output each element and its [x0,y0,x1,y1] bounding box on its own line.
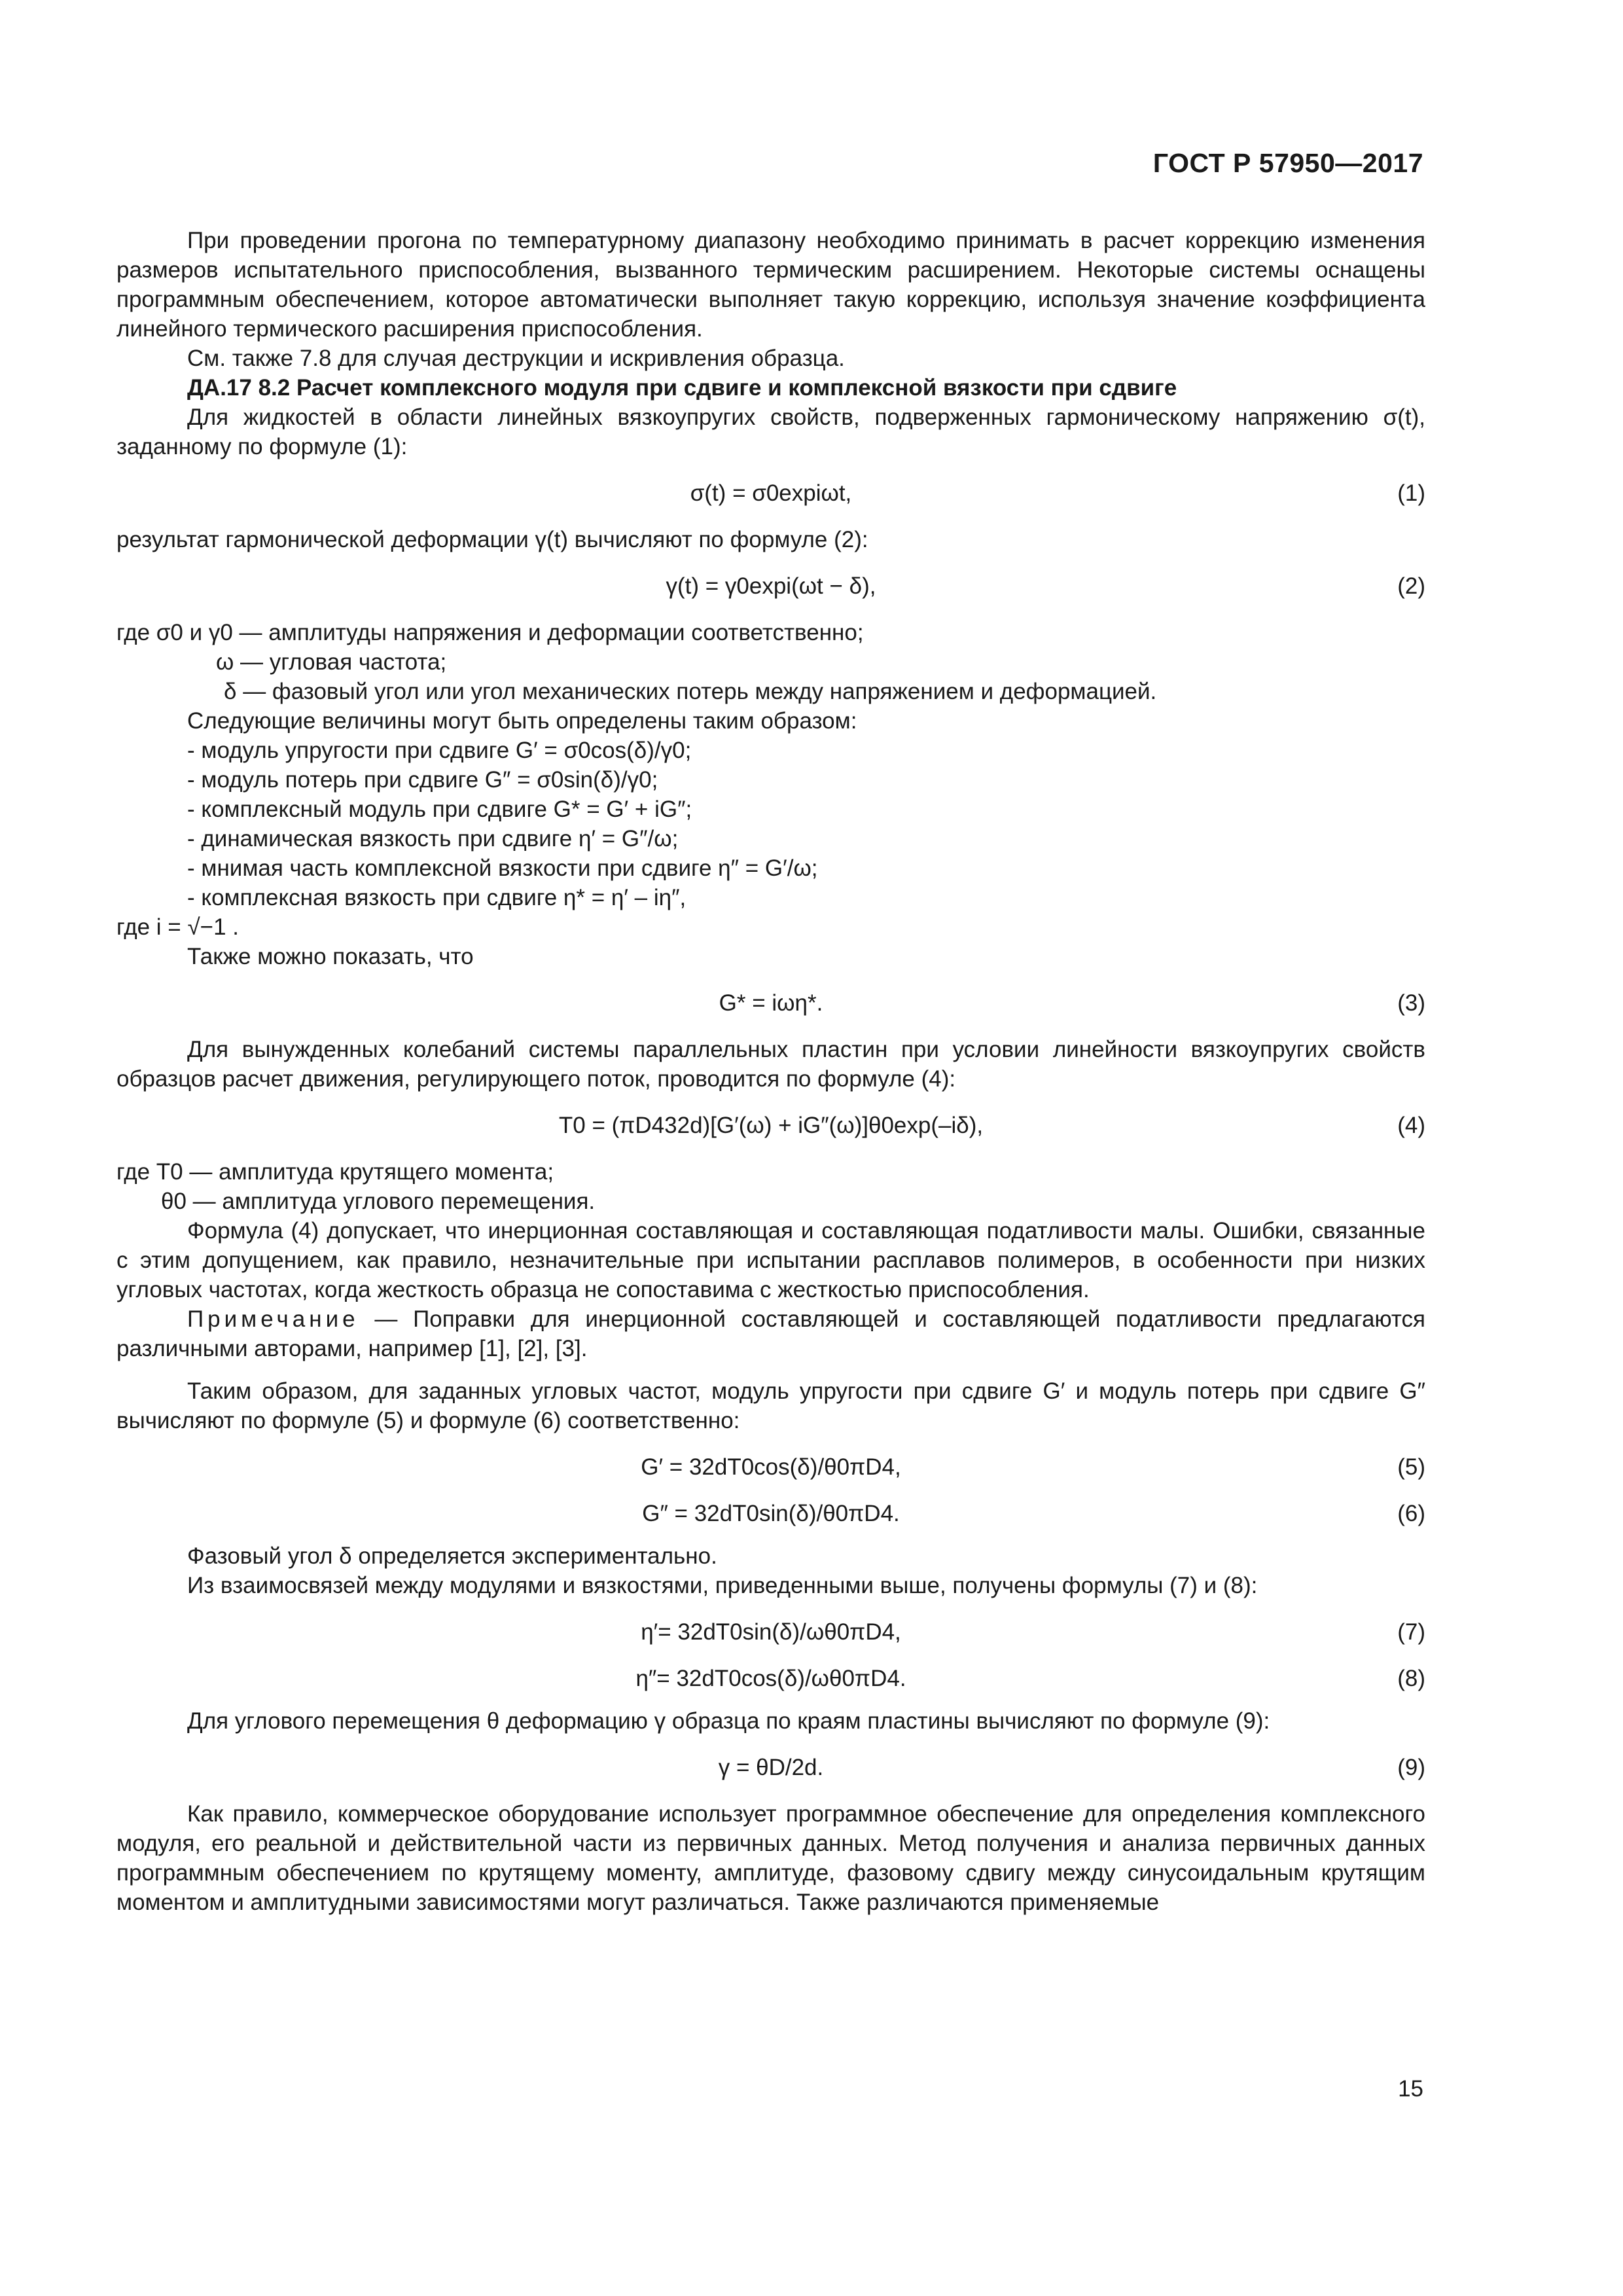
paragraph-forced-oscillation: Для вынужденных колебаний системы параллельных пластин при условии линейности вязкоупругих свойств образцов расчет движения, регулирующего поток, проводится по формуле (4): [116,1037,1425,1092]
equation-formula: G′ = 32dT0cos(δ)/θ0πD4, [641,1454,901,1480]
equation-9 [116,1753,1425,1782]
paragraph-harmonic-strain: результат гармонической деформации γ(t) вычисляют по формуле (2): [116,527,868,552]
paragraph-moduli: Таким образом, для заданных угловых частот, модуль упругости при сдвиге G′ и модуль потерь при сдвиге G″ вычисляют по формуле (5) и формуле (6) соответственно: [116,1378,1425,1433]
paragraph-relations: Из взаимосвязей между модулями и вязкостями, приведенными выше, получены формулы (7) и (8): [187,1573,1258,1598]
equation-number: (3) [1397,990,1425,1016]
equation-formula: γ(t) = γ0expi(ωt − δ), [666,573,876,599]
list-item: - модуль потерь при сдвиге G″ = σ0sin(δ)/γ0; [187,767,658,793]
where-line: где T0 — амплитуда крутящего момента; [116,1159,554,1185]
document-body [116,226,1425,1917]
equation-4 [116,1111,1425,1140]
equation-formula: σ(t) = σ0expiωt, [690,480,852,506]
equation-5 [116,1452,1425,1482]
where-i-definition: где i = √−1 . [116,914,240,940]
list-item: - модуль упругости при сдвиге G′ = σ0cos(δ)/γ0; [187,738,692,763]
list-item: - комплексная вязкость при сдвиге η* = η′ – iη″, [187,885,687,910]
equation-number: (9) [1397,1755,1425,1780]
equation-number: (4) [1397,1113,1425,1138]
equation-3 [116,988,1425,1018]
equation-formula: G* = iωη*. [719,990,823,1016]
list-item: - комплексный модуль при сдвиге G* = G′ + iG″; [187,797,692,822]
equation-number: (6) [1397,1501,1425,1526]
equation-number: (7) [1397,1619,1425,1645]
note-text: — Поправки для инерционной составляющей и составляющей податливости предлагаются различными авторами, например [1], [2], [3]. [116,1306,1425,1361]
equation-number: (8) [1397,1666,1425,1691]
paragraph-thermal-correction: При проведении прогона по температурному диапазону необходимо принимать в расчет коррекцию изменения размеров испытательного приспособления, вызванного термическим расширением. Некоторые системы оснащены программным обеспечением, которое автоматически выполняет такую коррекцию, используя значение коэффициента линейного термического расширения приспособления. [116,228,1425,342]
paragraph-phase-angle: Фазовый угол δ определяется экспериментально. [187,1543,717,1569]
equation-1 [116,478,1425,508]
paragraph-quantities-intro: Следующие величины могут быть определены таким образом: [187,708,857,734]
list-item: - динамическая вязкость при сдвиге η′ = G″/ω; [187,826,679,852]
equation-6 [116,1499,1425,1528]
section-heading: ДА.17 8.2 Расчет комплексного модуля при сдвиге и комплексной вязкости при сдвиге [187,375,1177,401]
equation-number: (2) [1397,573,1425,599]
equation-number: (5) [1397,1454,1425,1480]
equation-formula: η″= 32dT0cos(δ)/ωθ0πD4. [635,1666,906,1691]
note [116,1304,1425,1363]
where-line: δ — фазовый угол или угол механических потерь между напряжением и деформацией. [224,679,1157,704]
standard-code-header: ГОСТ Р 57950—2017 [1152,148,1423,178]
equation-formula: η′= 32dT0sin(δ)/ωθ0πD4, [641,1619,901,1645]
where-line: ω — угловая частота; [216,649,447,675]
equation-2 [116,571,1425,601]
equation-formula: G″ = 32dT0sin(δ)/θ0πD4. [642,1501,900,1526]
paragraph-also-show: Также можно показать, что [187,944,474,969]
list-item: - мнимая часть комплексной вязкости при сдвиге η″ = G′/ω; [187,855,818,881]
paragraph-see-also: См. также 7.8 для случая деструкции и искривления образца. [187,346,845,371]
page-number: 15 [1398,2076,1423,2102]
where-line: где σ0 и γ0 — амплитуды напряжения и деформации соответственно; [116,620,864,645]
equation-formula: γ = θD/2d. [718,1755,824,1780]
paragraph-harmonic-stress: Для жидкостей в области линейных вязкоупругих свойств, подверженных гармоническому напряжению σ(t), заданному по формуле (1): [116,404,1425,459]
paragraph-angular-displacement: Для углового перемещения θ деформацию γ образца по краям пластины вычисляют по формуле (9): [187,1708,1270,1734]
paragraph-assumption: Формула (4) допускает, что инерционная составляющая и составляющая податливости малы. Ошибки, связанные с этим допущением, как правило, незначительные при испытании расплавов полимеров, в особенности при низких угловых частотах, когда жесткость образца не сопоставима с жесткостью приспособления. [116,1218,1425,1302]
equation-8 [116,1664,1425,1693]
where-line: θ0 — амплитуда углового перемещения. [161,1189,596,1214]
equation-formula: T0 = (πD432d)[G′(ω) + iG″(ω)]θ0exp(–iδ), [558,1113,984,1138]
paragraph-commercial-equipment: Как правило, коммерческое оборудование использует программное обеспечение для определения комплексного модуля, его реальной и действительной части из первичных данных. Метод получения и анализа первичных данных программным обеспечением по крутящему моменту, амплитуде, фазовому сдвигу между синусоидальным крутящим моментом и амплитудными зависимостями могут различаться. Также различаются применяемые [116,1801,1425,1915]
equation-number: (1) [1397,480,1425,506]
note-label: Примечание [187,1306,359,1332]
equation-7 [116,1617,1425,1647]
